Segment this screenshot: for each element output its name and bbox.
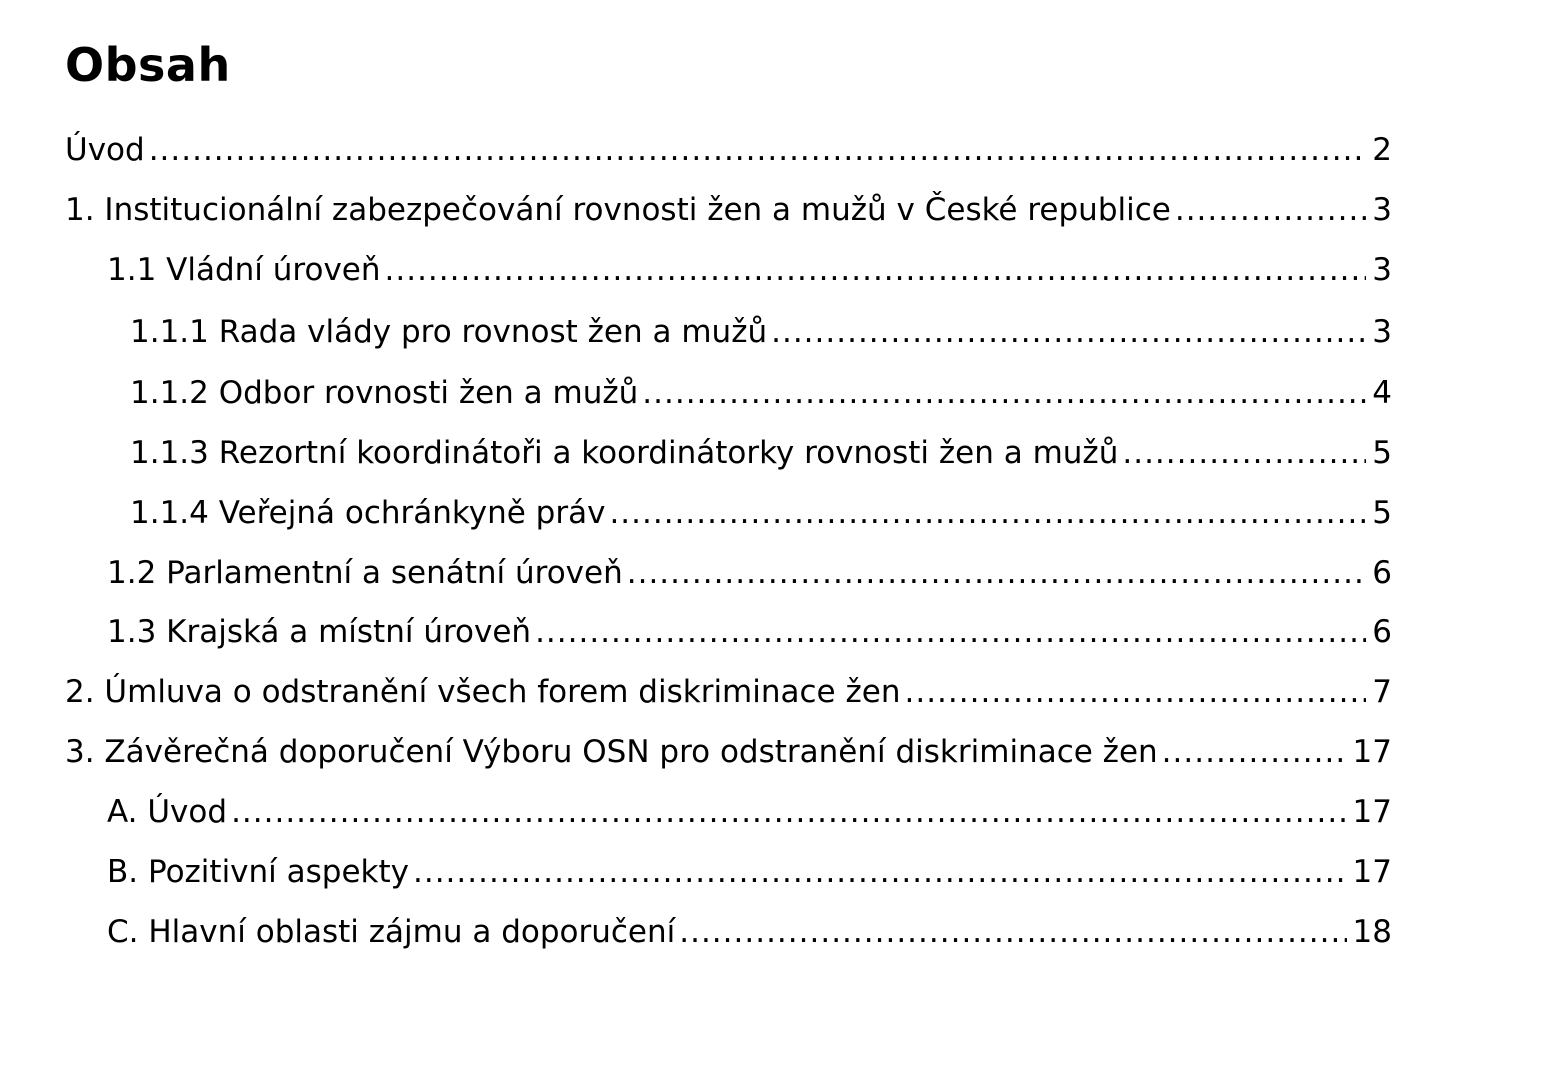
dot-leader	[771, 302, 1366, 362]
toc-entry-1-1-1[interactable]	[130, 302, 1392, 362]
dot-leader	[609, 483, 1366, 543]
toc-entry-1-1[interactable]	[107, 240, 1392, 300]
toc-entry-label: A. Úvod	[107, 794, 228, 830]
dot-leader	[1122, 423, 1366, 483]
dot-leader	[904, 662, 1366, 722]
toc-entry-1-1-4[interactable]	[130, 483, 1392, 543]
toc-entry-label: 1. Institucionální zabezpečování rovnosti žen a mužů v České republice	[65, 192, 1171, 228]
toc-entry-1-2[interactable]	[107, 543, 1392, 603]
toc-entry-page-number: 18	[1352, 914, 1392, 950]
toc-title: Obsah	[65, 38, 231, 92]
toc-entry-uvod[interactable]	[65, 120, 1392, 180]
dot-leader	[1175, 180, 1366, 240]
toc-entry-page-number: 17	[1352, 854, 1392, 890]
toc-entry-label: 1.2 Parlamentní a senátní úroveň	[107, 555, 623, 591]
toc-entry-page-number: 3	[1372, 192, 1392, 228]
toc-entry-1-1-2[interactable]	[130, 363, 1392, 423]
toc-entry-page-number: 5	[1372, 435, 1392, 471]
toc-entry-label: Úvod	[65, 132, 145, 168]
toc-entry-page-number: 7	[1372, 674, 1392, 710]
toc-entry-page-number: 2	[1372, 132, 1392, 168]
toc-entry-page-number: 4	[1372, 375, 1392, 411]
toc-entry-page-number: 17	[1352, 734, 1392, 770]
toc-entry-page-number: 5	[1372, 495, 1392, 531]
toc-entry-label: 1.1 Vládní úroveň	[107, 252, 381, 288]
dot-leader	[535, 602, 1366, 662]
toc-entry-page-number: 17	[1352, 794, 1392, 830]
toc-entry-2[interactable]	[65, 662, 1392, 722]
toc-entry-label: 1.1.3 Rezortní koordinátoři a koordinátorky rovnosti žen a mužů	[130, 435, 1119, 471]
dot-leader	[679, 902, 1346, 962]
toc-entry-label: 1.1.1 Rada vlády pro rovnost žen a mužů	[130, 314, 768, 350]
toc-entry-page-number: 3	[1372, 314, 1392, 350]
toc-entry-label: 1.3 Krajská a místní úroveň	[107, 614, 532, 650]
toc-entry-1-1-3[interactable]	[130, 423, 1392, 483]
toc-entry-a[interactable]	[107, 782, 1392, 842]
toc-entry-3[interactable]	[65, 722, 1392, 782]
toc-entry-page-number: 6	[1372, 614, 1392, 650]
dot-leader	[231, 782, 1346, 842]
dot-leader	[385, 240, 1367, 300]
toc-entry-1-3[interactable]	[107, 602, 1392, 662]
toc-entry-label: 1.1.4 Veřejná ochránkyně práv	[130, 495, 606, 531]
toc-entry-page-number: 6	[1372, 555, 1392, 591]
toc-entry-b[interactable]	[107, 842, 1392, 902]
toc-entry-c[interactable]	[107, 902, 1392, 962]
dot-leader	[642, 363, 1366, 423]
toc-entry-label: 3. Závěrečná doporučení Výboru OSN pro odstranění diskriminace žen	[65, 734, 1158, 770]
toc-entry-label: B. Pozitivní aspekty	[107, 854, 409, 890]
dot-leader	[1162, 722, 1347, 782]
dot-leader	[413, 842, 1347, 902]
dot-leader	[627, 543, 1367, 603]
toc-entry-page-number: 3	[1372, 252, 1392, 288]
toc-entry-label: C. Hlavní oblasti zájmu a doporučení	[107, 914, 676, 950]
toc-entry-label: 2. Úmluva o odstranění všech forem diskriminace žen	[65, 674, 901, 710]
toc-entry-label: 1.1.2 Odbor rovnosti žen a mužů	[130, 375, 639, 411]
toc-entry-1[interactable]	[65, 180, 1392, 240]
dot-leader	[149, 120, 1367, 180]
